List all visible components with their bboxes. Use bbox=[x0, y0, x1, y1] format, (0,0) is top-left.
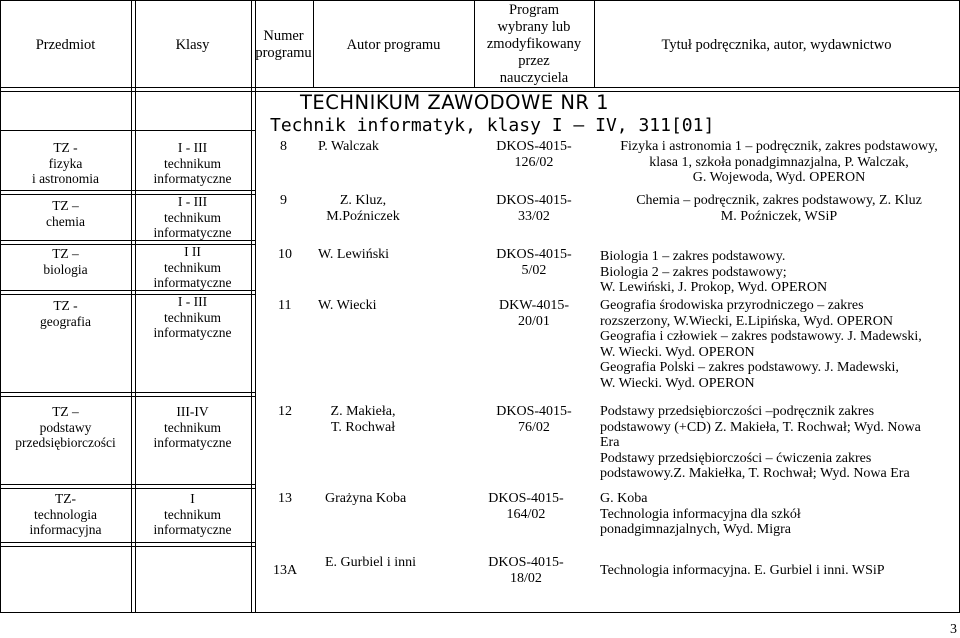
class-line: informatyczne bbox=[153, 275, 232, 290]
subject-line: informacyjna bbox=[29, 522, 102, 537]
subject-line: TZ- bbox=[55, 491, 76, 506]
grid-line bbox=[251, 0, 256, 612]
grid-line bbox=[0, 130, 255, 131]
subject-line: TZ - bbox=[53, 140, 78, 155]
subject-line: technologia bbox=[34, 506, 97, 522]
program-code-line: DKW-4015- bbox=[499, 298, 569, 313]
program-code-line: 20/01 bbox=[518, 313, 550, 329]
header-przedmiot: Przedmiot bbox=[35, 37, 96, 53]
subject-line: i astronomia bbox=[31, 171, 100, 186]
textbook-line: Biologia 1 – zakres podstawowy. bbox=[600, 249, 786, 264]
header-numer bbox=[254, 28, 313, 62]
program-author bbox=[313, 404, 413, 435]
textbook-cell bbox=[600, 491, 801, 538]
textbook-line: rozszerzony, W.Wiecki, E.Lipińska, Wyd. OPERON bbox=[600, 313, 893, 329]
subject-line: TZ – bbox=[52, 246, 79, 261]
textbook-line: Fizyka i astronomia 1 – podręcznik, zakres podstawowy, bbox=[620, 139, 938, 154]
program-code bbox=[478, 298, 590, 329]
program-number: 13 bbox=[278, 491, 292, 506]
textbook-line: Geografia i człowiek – zakres podstawowy. J. Madewski, bbox=[600, 329, 922, 344]
textbook-line: G. Koba bbox=[600, 491, 648, 506]
textbook-line: ponadgimnazjalnych, Wyd. Migra bbox=[600, 522, 791, 537]
class-cell bbox=[134, 140, 251, 187]
header-numer-line: Numer bbox=[263, 28, 304, 44]
subject-line: chemia bbox=[46, 213, 85, 229]
subject-cell bbox=[0, 298, 131, 329]
textbook-cell bbox=[600, 298, 922, 391]
program-author bbox=[325, 491, 406, 507]
textbook-line: W. Wiecki. Wyd. OPERON bbox=[600, 344, 755, 360]
grid-line bbox=[0, 612, 960, 613]
textbook-line: Podstawy przedsiębiorczości –podręcznik zakres bbox=[600, 404, 875, 419]
class-line: informatyczne bbox=[153, 325, 232, 340]
subject-line: przedsiębiorczości bbox=[15, 435, 116, 450]
program-code bbox=[470, 491, 582, 522]
textbook-line: M. Poźniczek, WSiP bbox=[720, 208, 838, 224]
textbook-cell bbox=[600, 193, 958, 224]
class-cell bbox=[134, 294, 251, 341]
class-line: informatyczne bbox=[153, 522, 232, 537]
subject-cell bbox=[0, 404, 131, 451]
grid-line bbox=[0, 392, 255, 397]
header-program-line: wybrany lub bbox=[497, 19, 571, 35]
class-line: technikum bbox=[164, 155, 221, 171]
textbook-cell bbox=[600, 249, 827, 296]
grid-line bbox=[0, 0, 960, 1]
program-code-line: 33/02 bbox=[518, 208, 550, 224]
class-cell bbox=[134, 491, 251, 538]
textbook-line: Biologia 2 – zakres podstawowy; bbox=[600, 264, 787, 280]
program-code-line: 126/02 bbox=[514, 154, 554, 170]
class-line: technikum bbox=[164, 259, 221, 275]
program-number: 11 bbox=[278, 298, 292, 313]
textbook-line: G. Wojewoda, Wyd. OPERON bbox=[692, 170, 866, 185]
author-line: Z. Kluz, bbox=[339, 193, 387, 208]
author-line: E. Gurbiel i inni bbox=[325, 555, 416, 570]
author-line: Z. Makieła, bbox=[330, 404, 396, 419]
program-number: 10 bbox=[278, 247, 292, 262]
program-code-line: DKOS-4015- bbox=[496, 193, 572, 208]
textbook-line: W. Lewiński, J. Prokop, Wyd. OPERON bbox=[600, 280, 828, 295]
class-line: I - III bbox=[177, 294, 208, 309]
subject-line: fizyka bbox=[48, 155, 83, 171]
textbook-cell bbox=[600, 139, 958, 186]
header-numer-line: programu bbox=[255, 45, 312, 61]
program-code-line: DKOS-4015- bbox=[496, 247, 572, 262]
program-code bbox=[470, 555, 582, 586]
class-line: technikum bbox=[164, 506, 221, 522]
program-code bbox=[478, 139, 590, 170]
header-tytul: Tytuł podręcznika, autor, wydawnictwo bbox=[661, 37, 892, 53]
author-line: M.Poźniczek bbox=[326, 208, 400, 224]
class-cell bbox=[134, 244, 251, 291]
school-title: TECHNIKUM ZAWODOWE NR 1 bbox=[300, 91, 610, 114]
program-author bbox=[325, 555, 416, 571]
textbook-line: klasa 1, szkoła ponadgimnazjalna, P. Walczak, bbox=[649, 154, 909, 170]
textbook-line: podstawowy.Z. Makiełka, T. Rochwał; Wyd. Nowa Era bbox=[600, 466, 910, 481]
program-number: 9 bbox=[280, 193, 287, 208]
textbook-cell bbox=[600, 563, 885, 579]
program-code-line: DKOS-4015- bbox=[488, 491, 564, 506]
program-author bbox=[318, 298, 377, 314]
class-line: technikum bbox=[164, 419, 221, 435]
header-program-line: nauczyciela bbox=[499, 70, 569, 86]
header-program-line: przez bbox=[518, 53, 550, 69]
program-code-line: 18/02 bbox=[510, 570, 542, 586]
class-cell bbox=[134, 404, 251, 451]
class-line: informatyczne bbox=[153, 435, 232, 450]
program-code-line: DKOS-4015- bbox=[488, 555, 564, 570]
header-program-line: zmodyfikowany bbox=[486, 36, 582, 52]
subject-line: geografia bbox=[40, 313, 91, 329]
textbook-line: Geografia środowiska przyrodniczego – zakres bbox=[600, 298, 864, 313]
header-program-line: Program bbox=[509, 2, 559, 18]
textbook-cell bbox=[600, 404, 921, 482]
program-code-line: 5/02 bbox=[521, 262, 547, 278]
program-code-line: 164/02 bbox=[506, 506, 546, 522]
textbook-line: Technologia informacyjna. E. Gurbiel i inni. WSiP bbox=[600, 563, 885, 578]
program-code bbox=[478, 404, 590, 435]
class-line: I bbox=[190, 491, 195, 506]
textbook-line: Era bbox=[600, 435, 620, 450]
class-line: I - III bbox=[177, 194, 208, 209]
subject-cell bbox=[0, 140, 131, 187]
program-code bbox=[478, 193, 590, 224]
textbook-line: W. Wiecki. Wyd. OPERON bbox=[600, 375, 755, 391]
subject-line: TZ – bbox=[52, 198, 79, 213]
program-number: 12 bbox=[278, 404, 292, 419]
class-line: I - III bbox=[177, 140, 208, 155]
program-author bbox=[318, 247, 389, 263]
class-line: technikum bbox=[164, 309, 221, 325]
program-number: 8 bbox=[280, 139, 287, 154]
program-code-line: DKOS-4015- bbox=[496, 404, 572, 419]
class-line: informatyczne bbox=[153, 171, 232, 186]
header-autor: Autor programu bbox=[346, 37, 441, 53]
grid-line bbox=[0, 484, 255, 489]
header-klasy: Klasy bbox=[175, 37, 210, 53]
author-line: T. Rochwał bbox=[330, 419, 396, 435]
grid-line bbox=[0, 542, 255, 547]
author-line: Grażyna Koba bbox=[325, 491, 407, 506]
page-number: 3 bbox=[950, 622, 957, 637]
subject-cell bbox=[0, 246, 131, 277]
textbook-line: podstawowy (+CD) Z. Makieła, T. Rochwał; Wyd. Nowa bbox=[600, 419, 921, 435]
program-code bbox=[478, 247, 590, 278]
header-program bbox=[474, 2, 594, 87]
class-line: I II bbox=[184, 244, 201, 259]
class-line: technikum bbox=[164, 209, 221, 225]
author-line: W. Wiecki bbox=[318, 298, 377, 313]
subject-line: TZ – bbox=[52, 404, 79, 419]
profile-title: Technik informatyk, klasy I – IV, 311[01] bbox=[270, 115, 715, 136]
class-line: informatyczne bbox=[153, 225, 232, 240]
program-number: 13A bbox=[273, 563, 298, 578]
program-author bbox=[318, 139, 379, 155]
subject-cell bbox=[0, 491, 131, 538]
subject-cell bbox=[0, 198, 131, 229]
textbook-line: Geografia Polski – zakres podstawowy. J. Madewski, bbox=[600, 360, 899, 375]
program-author bbox=[313, 193, 413, 224]
subject-line: podstawy bbox=[39, 419, 92, 435]
author-line: P. Walczak bbox=[318, 139, 379, 154]
subject-line: TZ - bbox=[53, 298, 78, 313]
class-line: III-IV bbox=[176, 404, 209, 419]
author-line: W. Lewiński bbox=[318, 247, 390, 262]
textbook-line: Podstawy przedsiębiorczości – ćwiczenia zakres bbox=[600, 450, 872, 466]
textbook-line: Technologia informacyjna dla szkół bbox=[600, 506, 801, 522]
class-cell bbox=[134, 194, 251, 241]
program-code-line: DKOS-4015- bbox=[496, 139, 572, 154]
textbook-line: Chemia – podręcznik, zakres podstawowy, Z. Kluz bbox=[636, 193, 922, 208]
program-code-line: 76/02 bbox=[518, 419, 550, 435]
subject-line: biologia bbox=[43, 261, 88, 277]
